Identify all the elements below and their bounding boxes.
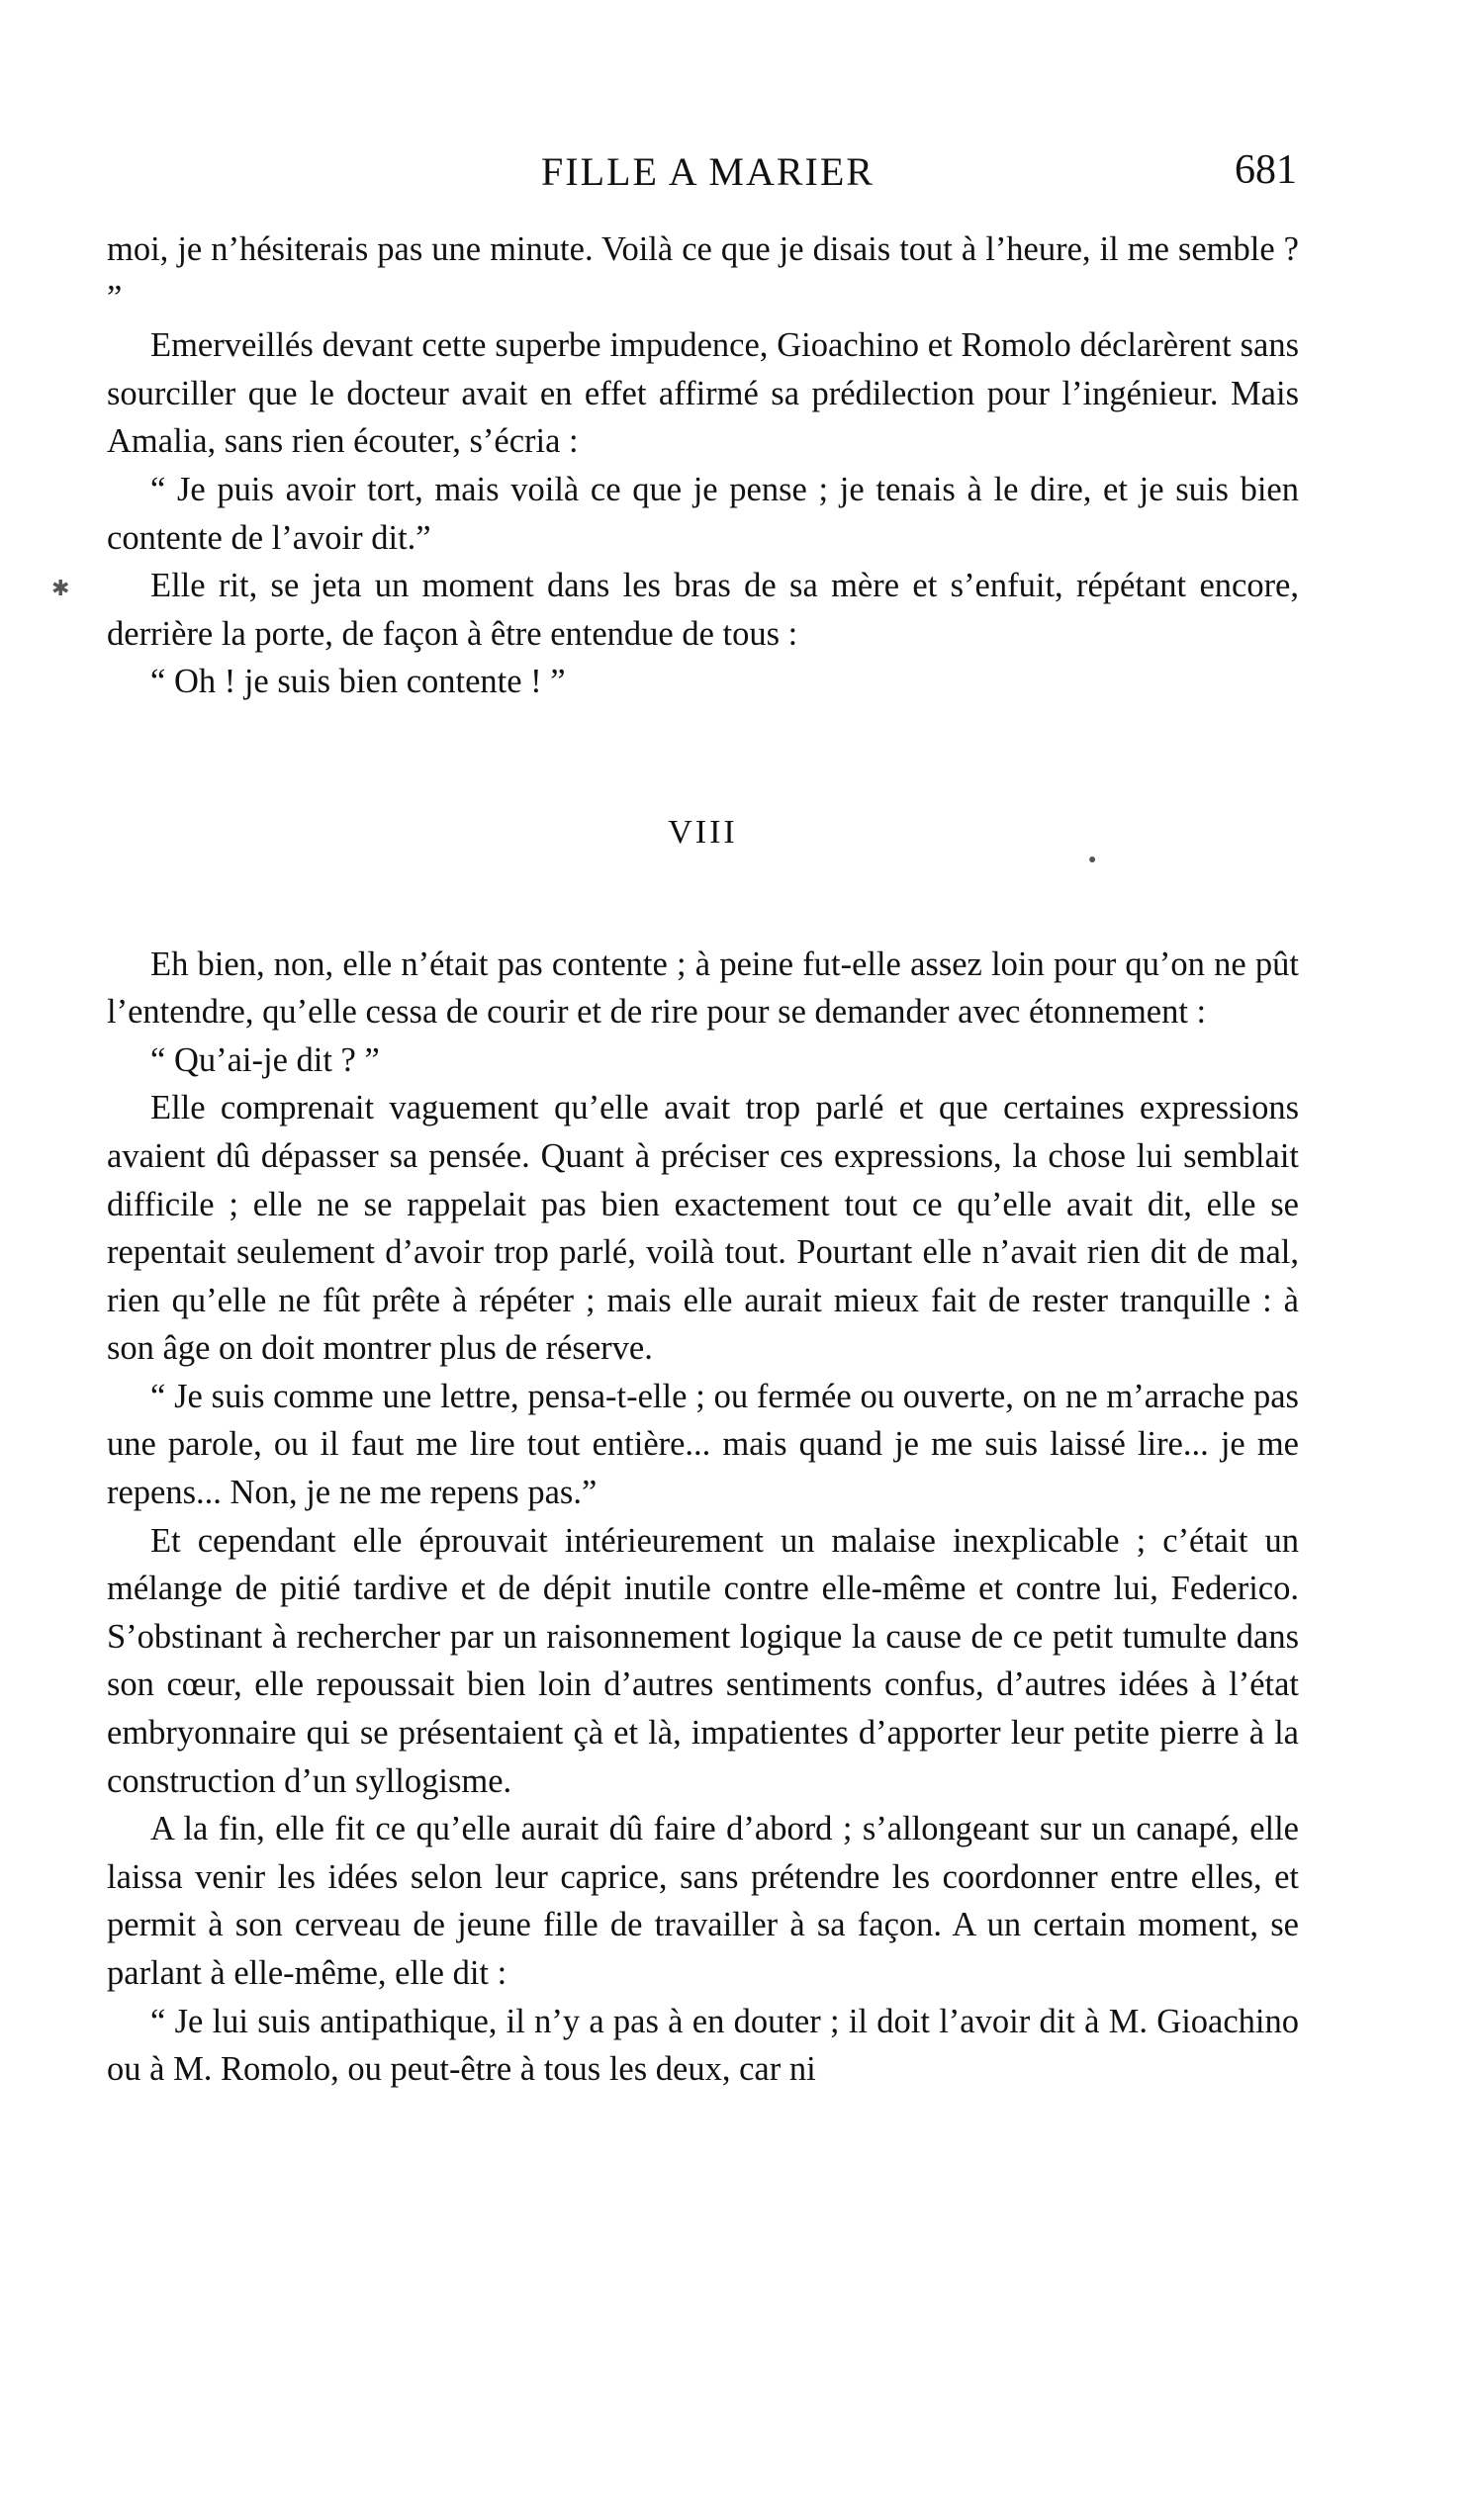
chapter-heading: VIII bbox=[668, 813, 738, 851]
paragraph: A la fin, elle fit ce qu’elle aurait dû faire d’abord ; s’allongeant sur un canapé, elle laissa venir les idées selon leur caprice, sans prétendre les coordonner entre elles, et permit à son cerveau de jeune fille de travailler à sa façon. A un certain moment, se parlant à elle-même, elle dit : bbox=[107, 1810, 1299, 1992]
print-speck-icon: ✱ bbox=[51, 576, 70, 600]
paragraph: Et cependant elle éprouvait intérieurement un malaise inexplicable ; c’était un mélange de pitié tardive et de dépit inutile contre elle-même et contre lui, Federico. S’obstinant à rechercher par un raisonnement logique la cause de ce petit tumulte dans son cœur, elle repoussait bien loin d’autres sentiments confus, d’autres idées à l’état embryonnaire qui se présentaient çà et là, impatientes d’apporter leur petite pierre à la construction d’un syllogisme. bbox=[107, 1521, 1299, 1800]
paragraph: Elle rit, se jeta un moment dans les bras de sa mère et s’enfuit, répétant encore, derrière la porte, de façon à être entendue de tous : bbox=[107, 567, 1299, 653]
dialogue-paragraph: “ Je puis avoir tort, mais voilà ce que je pense ; je tenais à le dire, et je suis bien contente de l’avoir dit.” bbox=[107, 470, 1299, 557]
page-number: 681 bbox=[1235, 147, 1297, 193]
dialogue-paragraph: “ Je lui suis antipathique, il n’y a pas à en douter ; il doit l’avoir dit à M. Gioachino ou à M. Romolo, ou peut-être à tous les deux, car ni bbox=[107, 2002, 1299, 2089]
dialogue-paragraph: “ Je suis comme une lettre, pensa-t-elle ; ou fermée ou ouverte, on ne m’arrache pas une parole, ou il faut me lire tout entière... mais quand je me suis laissé lire... je me repens... Non, je ne me repens pas.” bbox=[107, 1377, 1299, 1512]
dialogue-paragraph: “ Qu’ai-je dit ? ” bbox=[150, 1040, 380, 1079]
paragraph: Elle comprenait vaguement qu’elle avait trop parlé et que certaines expressions avaient dû dépasser sa pensée. Quant à préciser ces expressions, la chose lui semblait difficile ; elle ne se rappelait pas bien exactement tout ce qu’elle avait dit, elle se repentait seulement d’avoir trop parlé, voilà tout. Pourtant elle n’avait rien dit de mal, rien qu’elle ne fût prête à répéter ; mais elle aurait mieux fait de rester tranquille : à son âge on doit montrer plus de réserve. bbox=[107, 1089, 1299, 1368]
body-text bbox=[107, 225, 1299, 2094]
paragraph: moi, je n’hésiterais pas une minute. Voilà ce que je disais tout à l’heure, il me semble ? ” bbox=[107, 230, 1299, 316]
running-title: FILLE A MARIER bbox=[541, 149, 875, 194]
paragraph: Emerveillés devant cette superbe impudence, Gioachino et Romolo déclarèrent sans sourciller que le docteur avait en effet affirmé sa prédilection pour l’ingénieur. Mais Amalia, sans rien écouter, s’écria : bbox=[107, 326, 1299, 461]
running-header bbox=[107, 146, 1309, 206]
dialogue-paragraph: “ Oh ! je suis bien contente ! ” bbox=[150, 663, 566, 701]
print-dot-icon: ● bbox=[1088, 853, 1097, 867]
paragraph: Eh bien, non, elle n’était pas contente ; à peine fut-elle assez loin pour qu’on ne pût l’entendre, qu’elle cessa de courir et de rire pour se demander avec étonnement : bbox=[107, 945, 1299, 1032]
